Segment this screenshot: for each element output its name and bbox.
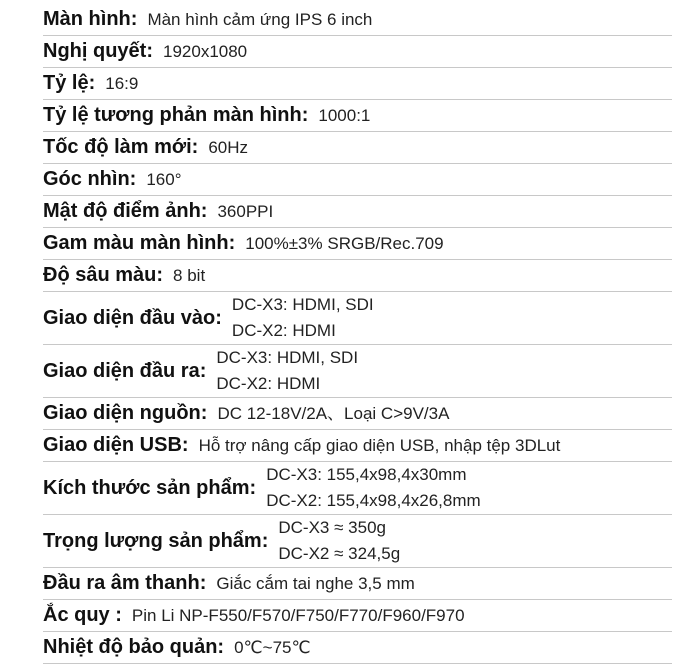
spec-value: Hỗ trợ nâng cấp giao diện USB, nhập tệp 3DLut [198, 435, 561, 455]
spec-label: Tỷ lệ: [43, 72, 96, 94]
spec-value: 1920x1080 [163, 41, 248, 61]
spec-value: 8 bit [173, 265, 206, 285]
spec-row-viewing-angle [43, 164, 672, 196]
spec-row-dimensions [43, 462, 672, 515]
spec-value: Giắc cắm tai nghe 3,5 mm [216, 573, 415, 593]
spec-value: 1000:1 [318, 105, 371, 125]
spec-row-color-depth [43, 260, 672, 292]
spec-row-pixel-density [43, 196, 672, 228]
spec-row-screen [43, 4, 672, 36]
spec-label: Giao diện đầu vào: [43, 306, 222, 329]
spec-value: DC-X2: 155,4x98,4x26,8mm [266, 491, 481, 510]
spec-row-resolution [43, 36, 672, 68]
spec-row-audio-output [43, 568, 672, 600]
spec-value: 16:9 [105, 73, 139, 93]
spec-value: DC-X3 ≈ 350g [278, 518, 386, 537]
spec-label: Giao diện USB: [43, 434, 189, 456]
spec-value-list [232, 292, 374, 344]
spec-row-color-gamut [43, 228, 672, 260]
spec-value: DC-X3: HDMI, SDI [216, 348, 359, 367]
spec-row-output-interface [43, 345, 672, 398]
spec-label: Ắc quy : [43, 604, 122, 626]
spec-label: Góc nhìn: [43, 168, 137, 190]
spec-row-contrast [43, 100, 672, 132]
spec-label: Đầu ra âm thanh: [43, 572, 207, 594]
spec-label: Mật độ điểm ảnh: [43, 200, 208, 222]
spec-value: DC-X2 ≈ 324,5g [278, 544, 401, 563]
spec-value: Pin Li NP-F550/F570/F750/F770/F960/F970 [131, 605, 465, 625]
spec-label: Gam màu màn hình: [43, 232, 236, 254]
spec-label: Nghị quyết: [43, 40, 153, 62]
spec-row-aspect-ratio [43, 68, 672, 100]
spec-label: Kích thước sản phẩm: [43, 476, 257, 499]
spec-row-storage-temperature [43, 632, 672, 664]
spec-value: Màn hình cảm ứng IPS 6 inch [147, 9, 373, 29]
spec-label: Trọng lượng sản phẩm: [43, 529, 269, 552]
spec-row-battery [43, 600, 672, 632]
spec-label: Độ sâu màu: [43, 264, 164, 286]
spec-value: DC 12-18V/2A、Loại C>9V/3A [217, 403, 450, 423]
spec-row-input-interface [43, 292, 672, 345]
spec-row-power-interface [43, 398, 672, 430]
spec-value-list [278, 515, 400, 567]
spec-label: Giao diện đầu ra: [43, 359, 207, 382]
spec-row-usb-interface [43, 430, 672, 462]
spec-value: 60Hz [208, 137, 249, 157]
spec-label: Tỷ lệ tương phản màn hình: [43, 104, 309, 126]
spec-row-weight [43, 515, 672, 568]
spec-value: 360PPI [217, 201, 274, 221]
spec-value-list [266, 462, 481, 514]
spec-value: DC-X3: HDMI, SDI [231, 295, 374, 314]
spec-value: DC-X2: HDMI [231, 321, 336, 340]
spec-value: 100%±3% SRGB/Rec.709 [245, 233, 444, 253]
spec-label: Màn hình: [43, 8, 138, 30]
spec-label: Tốc độ làm mới: [43, 136, 199, 158]
spec-value: 160° [146, 169, 182, 189]
spec-value: DC-X2: HDMI [216, 374, 321, 393]
spec-label: Giao diện nguồn: [43, 402, 208, 424]
spec-row-refresh-rate [43, 132, 672, 164]
spec-label: Nhiệt độ bảo quản: [43, 636, 225, 658]
spec-value: DC-X3: 155,4x98,4x30mm [266, 465, 467, 484]
spec-value-list [216, 345, 358, 397]
spec-value: 0℃~75℃ [234, 637, 311, 657]
